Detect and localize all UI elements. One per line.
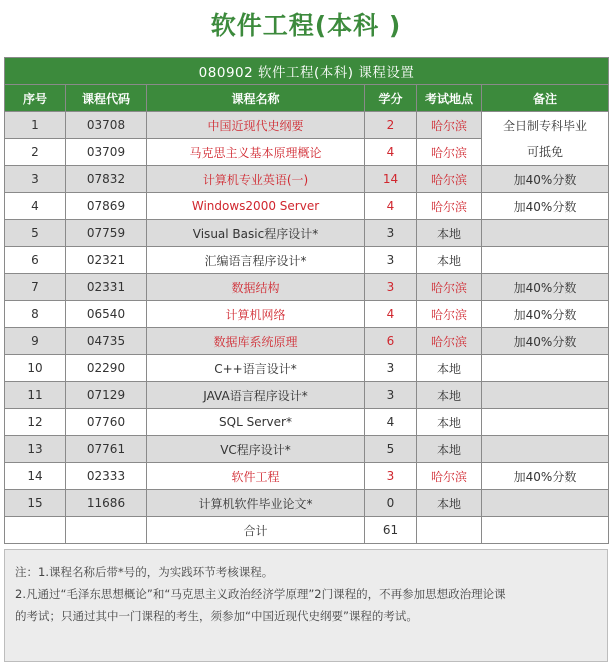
row-code: 07832 [66, 166, 147, 193]
row-code: 07761 [66, 436, 147, 463]
total-blank [482, 517, 609, 544]
row-exam-place: 本地 [417, 382, 482, 409]
total-row [5, 517, 609, 544]
row-remark [482, 436, 609, 463]
table-row [5, 193, 609, 220]
course-table [4, 57, 609, 544]
row-no: 12 [5, 409, 66, 436]
row-exam-place: 本地 [417, 436, 482, 463]
header-remark: 备注 [482, 85, 609, 112]
row-course-name: Windows2000 Server [147, 193, 365, 220]
row-credit: 4 [365, 409, 417, 436]
merged-remark-line2: 可抵免 [526, 144, 563, 159]
row-no: 10 [5, 355, 66, 382]
table-row [5, 247, 609, 274]
table-row [5, 436, 609, 463]
row-course-name: 软件工程 [147, 463, 365, 490]
header-code: 课程代码 [66, 85, 147, 112]
row-credit: 3 [365, 463, 417, 490]
total-blank [66, 517, 147, 544]
table-row [5, 328, 609, 355]
table-banner: 080902 软件工程(本科) 课程设置 [5, 58, 609, 85]
row-exam-place: 本地 [417, 220, 482, 247]
row-exam-place: 哈尔滨 [417, 463, 482, 490]
row-credit: 14 [365, 166, 417, 193]
row-code: 02321 [66, 247, 147, 274]
note-line-1: 注：1.课程名称后带*号的，为实践环节考核课程。 [15, 565, 274, 579]
row-course-name: JAVA语言程序设计* [147, 382, 365, 409]
row-remark: 加40%分数 [482, 166, 609, 193]
table-row [5, 355, 609, 382]
row-credit: 5 [365, 436, 417, 463]
row-credit: 3 [365, 274, 417, 301]
row-code: 11686 [66, 490, 147, 517]
row-course-name: SQL Server* [147, 409, 365, 436]
table-row [5, 463, 609, 490]
row-exam-place: 本地 [417, 409, 482, 436]
row-exam-place: 本地 [417, 355, 482, 382]
row-exam-place: 本地 [417, 490, 482, 517]
table-row [5, 382, 609, 409]
total-credit: 61 [365, 517, 417, 544]
row-remark: 加40%分数 [482, 274, 609, 301]
row-code: 07869 [66, 193, 147, 220]
row-code: 07760 [66, 409, 147, 436]
merged-remark [482, 112, 609, 166]
table-row [5, 301, 609, 328]
merged-remark-line1: 全日制专科毕业 [502, 118, 587, 133]
row-no: 1 [5, 112, 66, 139]
header-name: 课程名称 [147, 85, 365, 112]
page-title: 软件工程(本科 ) [210, 11, 402, 40]
row-remark [482, 409, 609, 436]
row-credit: 4 [365, 301, 417, 328]
total-blank [417, 517, 482, 544]
row-exam-place: 哈尔滨 [417, 274, 482, 301]
table-row [5, 166, 609, 193]
note-line-3: 的考试；只通过其中一门课程的考生，须参加“中国近现代史纲要”课程的考试。 [15, 609, 418, 623]
row-no: 15 [5, 490, 66, 517]
row-course-name: 计算机专业英语(一) [147, 166, 365, 193]
row-exam-place: 哈尔滨 [417, 193, 482, 220]
row-code: 03708 [66, 112, 147, 139]
row-exam-place: 本地 [417, 247, 482, 274]
row-course-name: 数据库系统原理 [147, 328, 365, 355]
row-course-name: VC程序设计* [147, 436, 365, 463]
row-code: 02333 [66, 463, 147, 490]
row-no: 14 [5, 463, 66, 490]
row-course-name: 计算机网络 [147, 301, 365, 328]
row-credit: 6 [365, 328, 417, 355]
row-exam-place: 哈尔滨 [417, 328, 482, 355]
row-code: 06540 [66, 301, 147, 328]
note-line-2: 2.凡通过“毛泽东思想概论”和“马克思主义政治经济学原理”2门课程的，不再参加思想政治理论课 [15, 587, 506, 601]
row-credit: 3 [365, 247, 417, 274]
row-credit: 0 [365, 490, 417, 517]
row-credit: 4 [365, 193, 417, 220]
row-no: 11 [5, 382, 66, 409]
row-credit: 3 [365, 382, 417, 409]
row-no: 4 [5, 193, 66, 220]
header-credit: 学分 [365, 85, 417, 112]
row-exam-place: 哈尔滨 [417, 166, 482, 193]
row-remark: 加40%分数 [482, 301, 609, 328]
row-course-name: 数据结构 [147, 274, 365, 301]
row-code: 07759 [66, 220, 147, 247]
row-exam-place: 哈尔滨 [417, 301, 482, 328]
total-label: 合计 [147, 517, 365, 544]
row-remark [482, 382, 609, 409]
row-course-name: 计算机软件毕业论文* [147, 490, 365, 517]
row-no: 5 [5, 220, 66, 247]
row-course-name: C++语言设计* [147, 355, 365, 382]
row-no: 6 [5, 247, 66, 274]
table-row [5, 112, 609, 139]
row-no: 9 [5, 328, 66, 355]
row-credit: 2 [365, 112, 417, 139]
table-row [5, 274, 609, 301]
row-exam-place: 哈尔滨 [417, 112, 482, 139]
row-remark [482, 355, 609, 382]
row-code: 02290 [66, 355, 147, 382]
row-no: 7 [5, 274, 66, 301]
row-remark [482, 220, 609, 247]
table-header-row [5, 85, 609, 112]
header-place: 考试地点 [417, 85, 482, 112]
table-row [5, 220, 609, 247]
row-no: 3 [5, 166, 66, 193]
row-credit: 3 [365, 355, 417, 382]
row-course-name: 中国近现代史纲要 [147, 112, 365, 139]
row-remark [482, 490, 609, 517]
table-row [5, 490, 609, 517]
total-blank [5, 517, 66, 544]
row-code: 03709 [66, 139, 147, 166]
notes-box [4, 549, 608, 662]
row-remark: 加40%分数 [482, 463, 609, 490]
row-code: 04735 [66, 328, 147, 355]
row-code: 02331 [66, 274, 147, 301]
row-remark [482, 247, 609, 274]
row-course-name: Visual Basic程序设计* [147, 220, 365, 247]
row-credit: 3 [365, 220, 417, 247]
row-course-name: 马克思主义基本原理概论 [147, 139, 365, 166]
row-course-name: 汇编语言程序设计* [147, 247, 365, 274]
row-no: 13 [5, 436, 66, 463]
table-row [5, 409, 609, 436]
row-no: 2 [5, 139, 66, 166]
row-no: 8 [5, 301, 66, 328]
row-code: 07129 [66, 382, 147, 409]
row-remark: 加40%分数 [482, 328, 609, 355]
row-exam-place: 哈尔滨 [417, 139, 482, 166]
row-credit: 4 [365, 139, 417, 166]
header-no: 序号 [5, 85, 66, 112]
row-remark: 加40%分数 [482, 193, 609, 220]
